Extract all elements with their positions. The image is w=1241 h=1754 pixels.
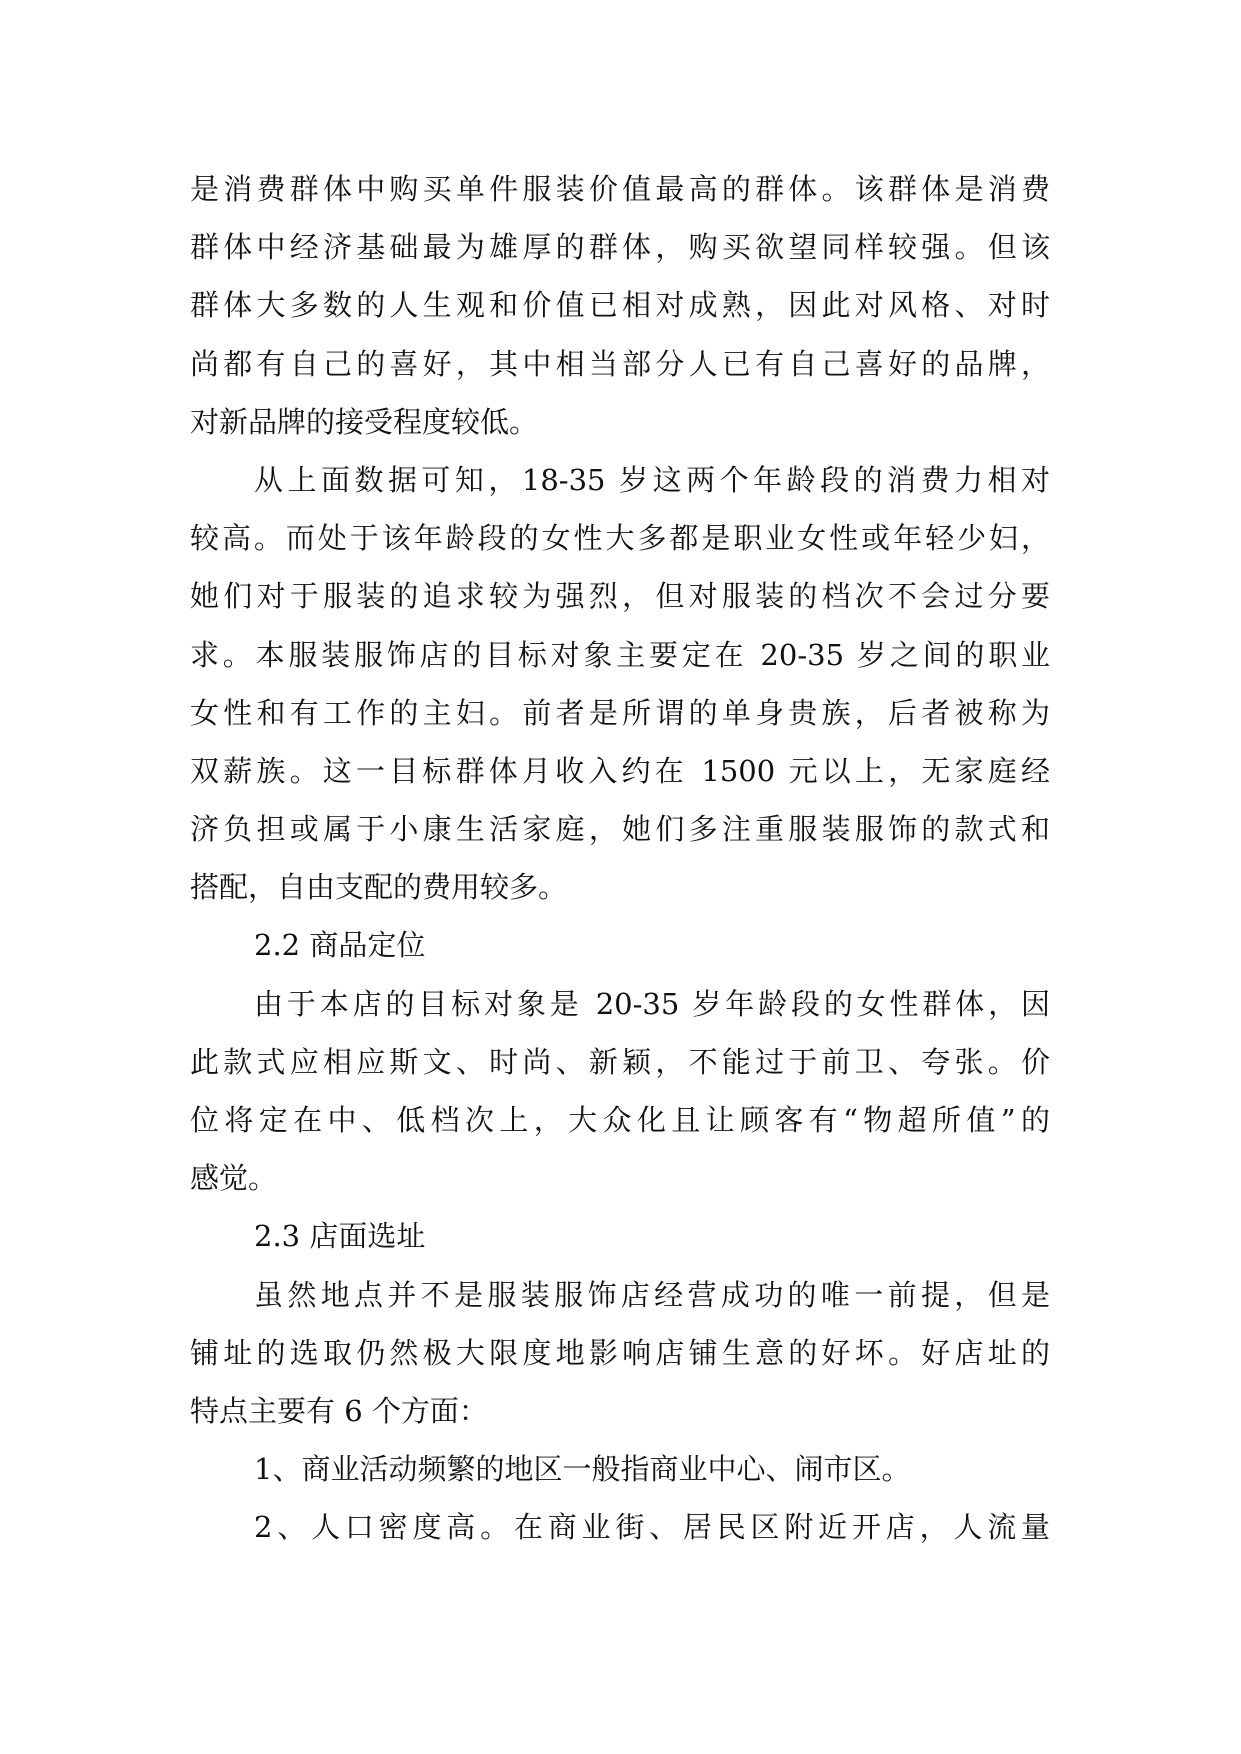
text-line: 搭配，自由支配的费用较多。 bbox=[190, 870, 568, 905]
body-text bbox=[190, 160, 1050, 1557]
text-line: 此款式应相应斯文、时尚、新颖，不能过于前卫、夸张。价 bbox=[190, 1044, 1050, 1079]
text-line: 感觉。 bbox=[190, 1161, 278, 1196]
text-line: 群体中经济基础最为雄厚的群体，购买欲望同样较强。但该 bbox=[190, 230, 1050, 265]
text-line: 求。本服装服饰店的目标对象主要定在 20-35 岁之间的职业 bbox=[190, 637, 1050, 672]
text-line: 女性和有工作的主妇。前者是所谓的单身贵族，后者被称为 bbox=[190, 695, 1050, 730]
text-line: 对新品牌的接受程度较低。 bbox=[190, 404, 539, 439]
text-line: 是消费群体中购买单件服装价值最高的群体。该群体是消费 bbox=[190, 172, 1050, 206]
text-line: 她们对于服装的追求较为强烈，但对服装的档次不会过分要 bbox=[190, 579, 1050, 614]
text-line: 由于本店的目标对象是 20-35 岁年龄段的女性群体，因 bbox=[254, 986, 1050, 1021]
text-line: 济负担或属于小康生活家庭，她们多注重服装服饰的款式和 bbox=[190, 812, 1050, 847]
text-line: 2.2 商品定位 bbox=[254, 928, 426, 963]
text-line: 较高。而处于该年龄段的女性大多都是职业女性或年轻少妇， bbox=[190, 521, 1050, 556]
text-line: 1、商业活动频繁的地区一般指商业中心、闹市区。 bbox=[254, 1452, 911, 1487]
text-line: 位将定在中、低档次上，大众化且让顾客有“物超所值”的 bbox=[190, 1103, 1050, 1137]
text-line: 双薪族。这一目标群体月收入约在 1500 元以上，无家庭经 bbox=[190, 753, 1050, 788]
text-line: 特点主要有 6 个方面： bbox=[190, 1393, 488, 1428]
text-line: 2.3 店面选址 bbox=[254, 1219, 426, 1254]
text-line: 尚都有自己的喜好，其中相当部分人已有自己喜好的品牌， bbox=[190, 346, 1050, 381]
text-line: 从上面数据可知，18-35 岁这两个年龄段的消费力相对 bbox=[254, 462, 1050, 497]
text-line: 群体大多数的人生观和价值已相对成熟，因此对风格、对时 bbox=[190, 288, 1050, 323]
text-line: 铺址的选取仍然极大限度地影响店铺生意的好坏。好店址的 bbox=[190, 1335, 1050, 1370]
text-line: 2、人口密度高。在商业街、居民区附近开店，人流量 bbox=[254, 1510, 1050, 1545]
text-line: 虽然地点并不是服装服饰店经营成功的唯一前提，但是 bbox=[254, 1277, 1050, 1312]
